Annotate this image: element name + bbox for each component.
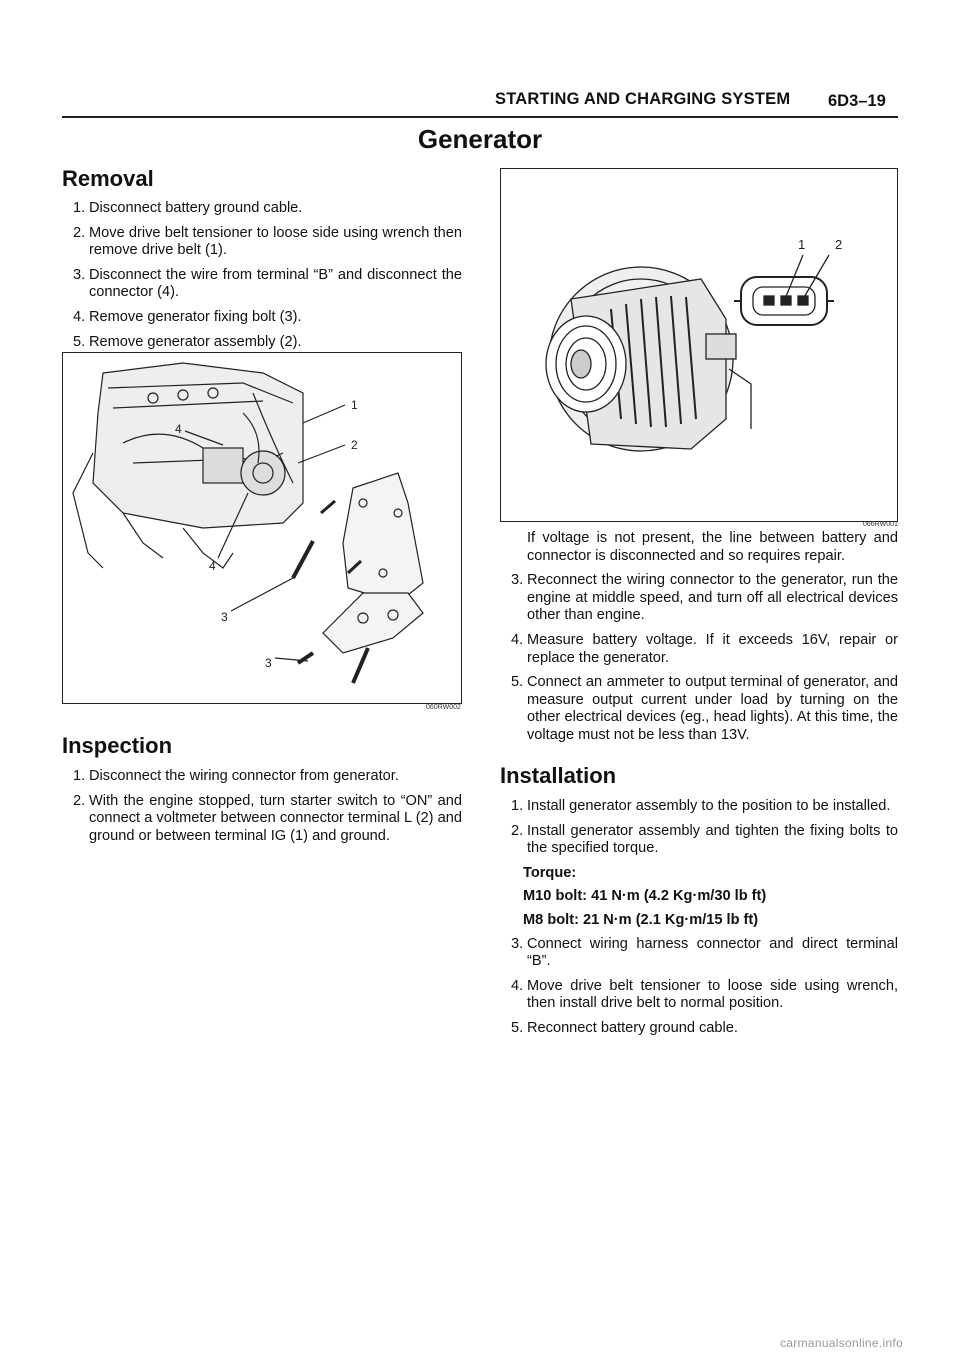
header-rule [62,116,898,118]
callout-1: 1 [351,398,358,412]
inspection-heading: Inspection [62,733,173,758]
callout-4-lower: 4 [209,559,216,573]
list-item: 2. Install generator assembly and tighten the fixing bolts to the specified torque. [511,822,898,857]
list-item: 3. Reconnect the wiring connector to the generator, run the engine at middle speed, and turn off all electrical devices other than engine. [511,572,898,624]
figure-code: 066RW001 [863,521,898,528]
watermark: carmanualsonline.info [780,1336,904,1350]
torque-m10: M10 bolt: 41 N·m (4.2 Kg·m/30 lb ft) [523,888,767,905]
callout-1: 1 [798,237,806,252]
inspection-continued [500,530,898,752]
callout-4-upper: 4 [175,422,182,436]
figure-code: 060RW002 [426,704,461,711]
list-item: 5. Reconnect battery ground cable. [511,1019,738,1036]
list-item: 2. With the engine stopped, turn starter switch to “ON” and connect a voltmeter between connector terminal L (2) and ground or between terminal IG (1) and ground. [73,792,462,844]
continuation-paragraph: If voltage is not present, the line between battery and connector is disconnected and so requires repair. [527,530,898,564]
list-item: 1. Install generator assembly to the position to be installed. [511,798,891,814]
list-item: 4. Measure battery voltage. If it exceeds 16V, repair or replace the generator. [511,631,898,666]
removal-heading: Removal [62,166,154,191]
list-item: 3. Connect wiring harness connector and direct terminal “B”. [511,935,898,970]
generator-connector-illustration [501,169,897,521]
installation-steps [500,798,898,1045]
generator-figure [500,168,898,522]
list-item: 2. Move drive belt tensioner to loose side using wrench then remove drive belt (1). [73,224,462,259]
list-item: 3. Disconnect the wire from terminal “B” and disconnect the connector (4). [73,266,462,301]
page-number: 6D3–19 [828,92,886,110]
list-item: 1. Disconnect the wiring connector from generator. [73,768,399,784]
engine-generator-illustration [63,353,461,703]
callout-2: 2 [835,237,843,252]
list-item: 5. Remove generator assembly (2). [73,333,302,350]
torque-label: Torque: [523,864,577,881]
removal-figure [62,352,462,704]
list-item: 4. Move drive belt tensioner to loose side using wrench, then install drive belt to normal position. [511,977,898,1012]
removal-steps [62,200,462,358]
list-item: 4. Remove generator fixing bolt (3). [73,308,302,325]
page-title: Generator [417,124,543,154]
callout-3-upper: 3 [221,610,228,624]
callout-3-lower: 3 [265,656,272,670]
list-item: 5. Connect an ammeter to output terminal of generator, and measure output current under load by turning on the other electrical devices (eg., head lights). At this time, the voltage must not be less than 13V. [511,674,898,743]
installation-heading: Installation [500,763,617,788]
callout-2: 2 [351,438,358,452]
list-item: 1. Disconnect battery ground cable. [73,200,303,216]
torque-m8: M8 bolt: 21 N·m (2.1 Kg·m/15 lb ft) [523,911,759,928]
header-section-title: STARTING AND CHARGING SYSTEM [495,90,791,108]
inspection-steps [62,768,462,852]
